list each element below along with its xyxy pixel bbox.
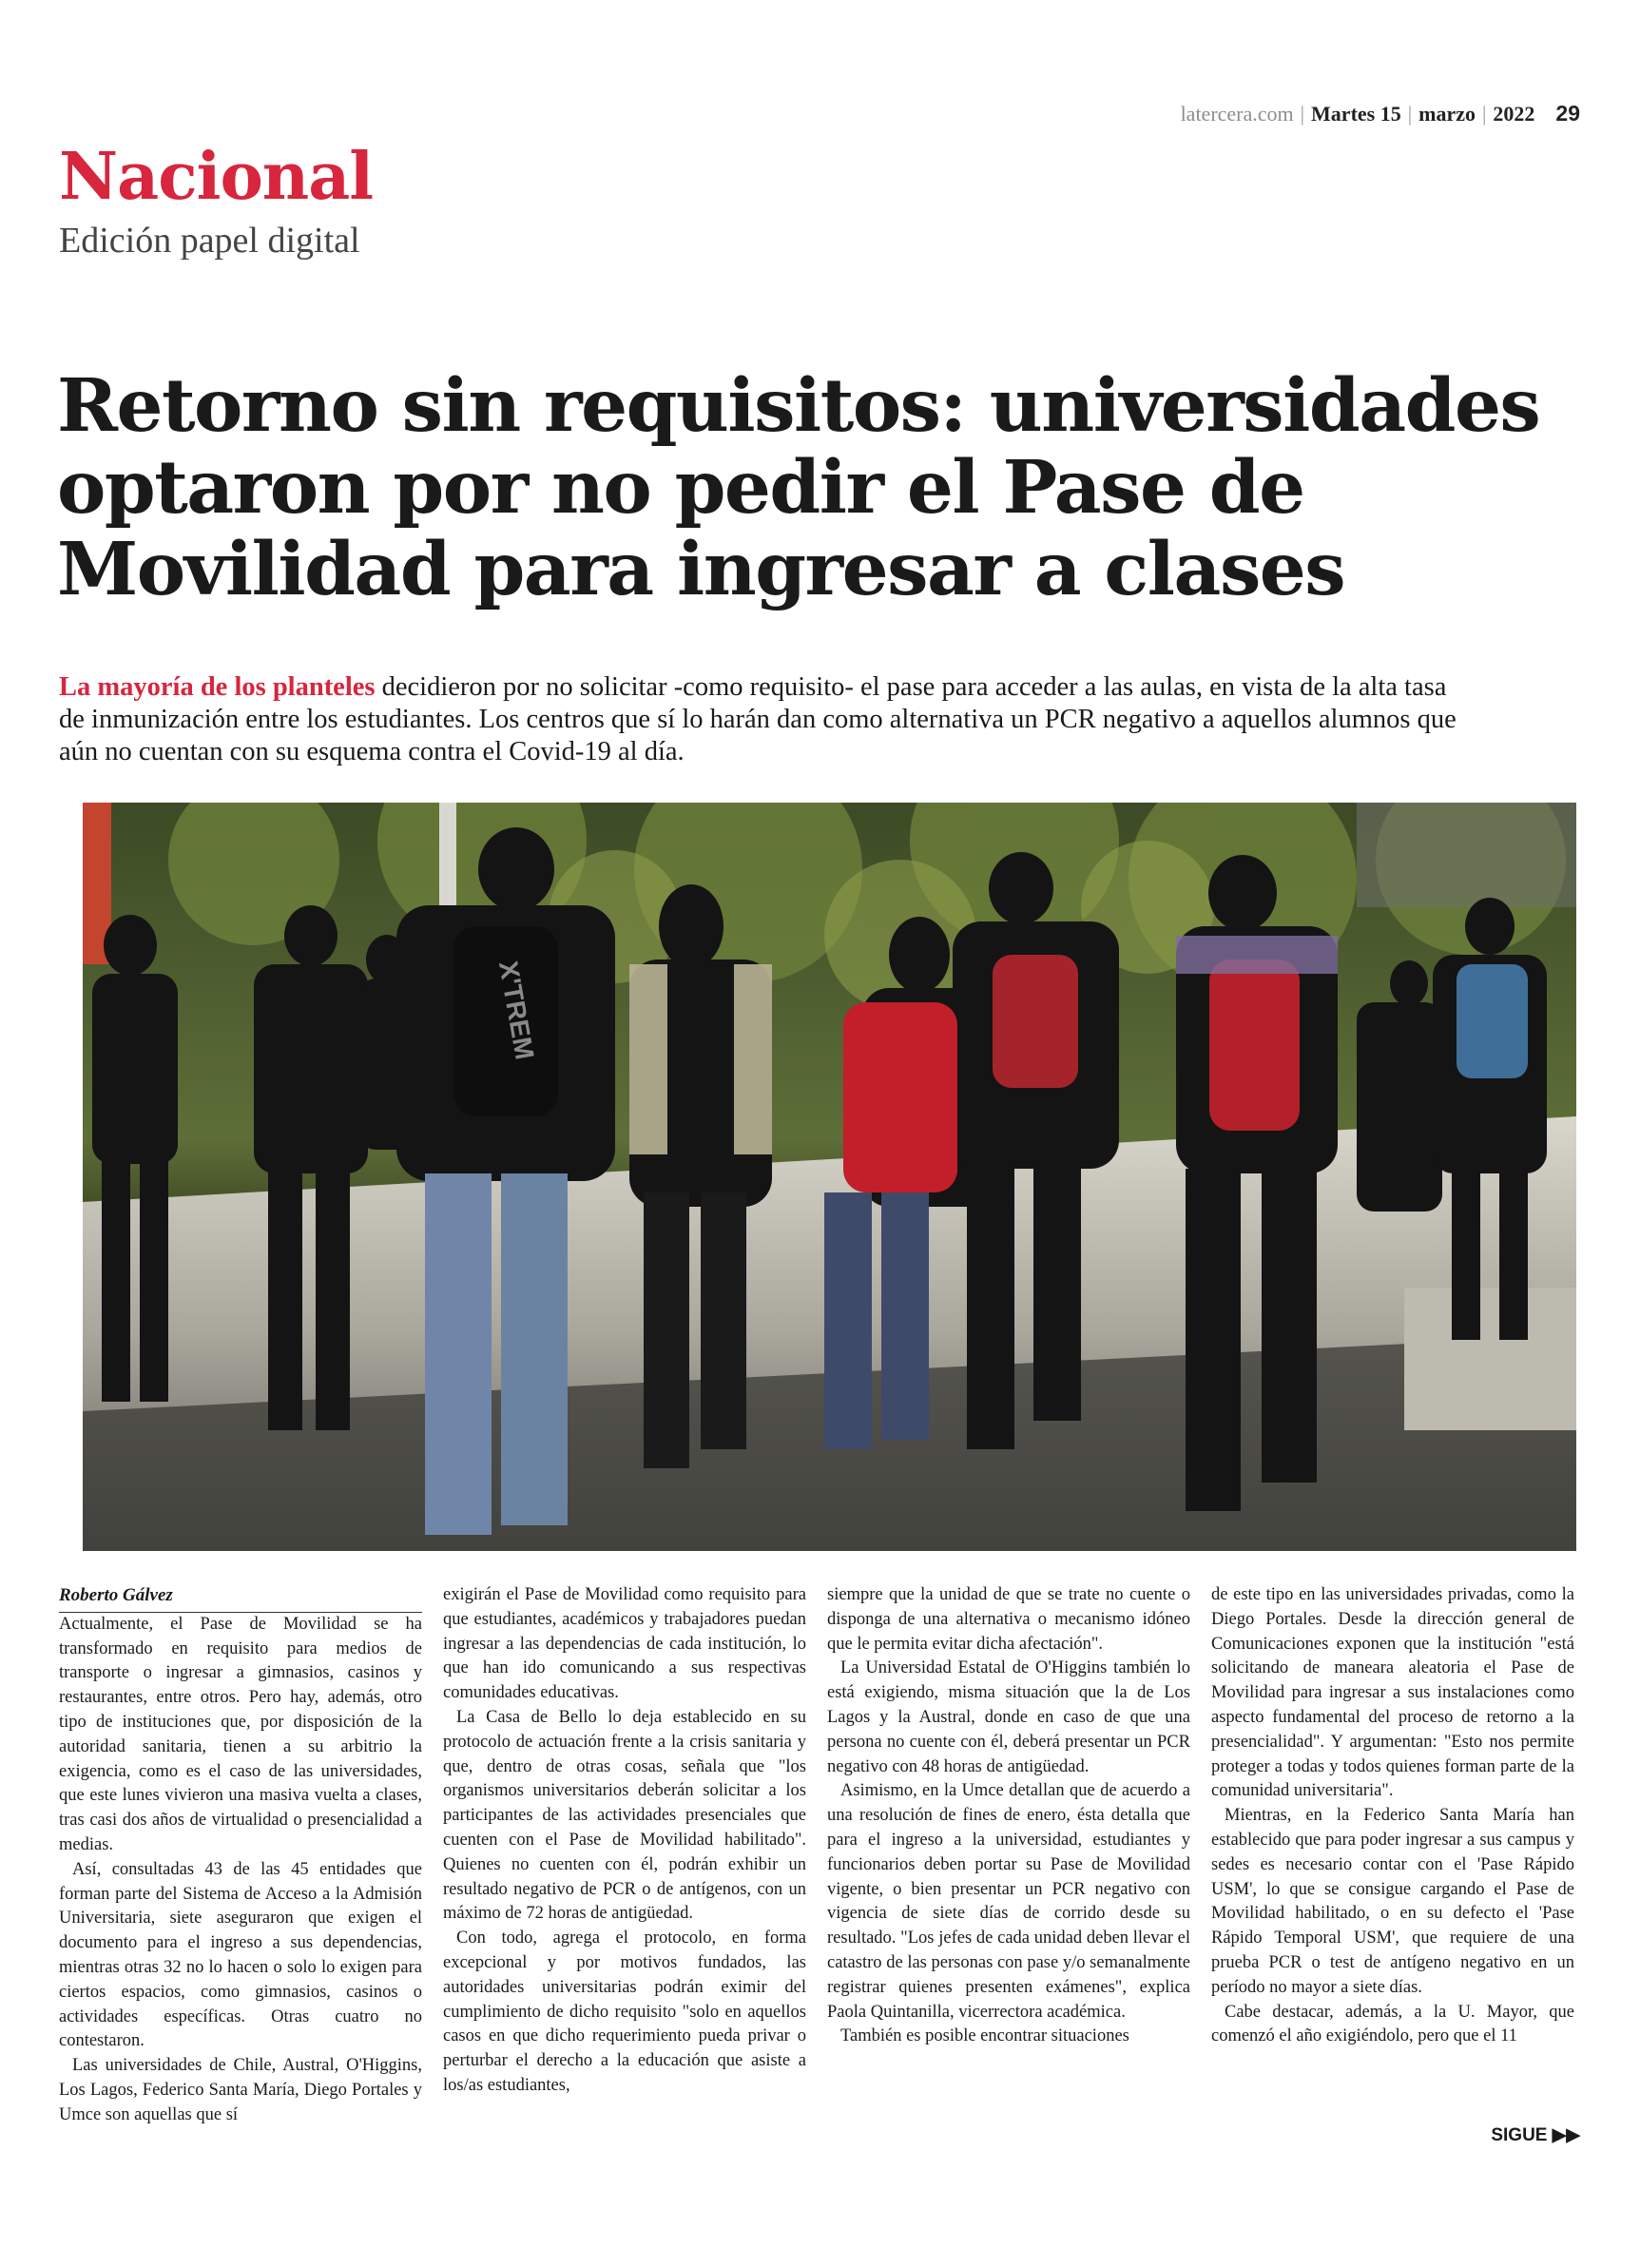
paragraph: Así, consultadas 43 de las 45 entidades que forman parte del Sistema de Acceso a la Admisión Universitaria, siete aseguraron que exigen el documento para el ingreso a sus dependencias, mientras otras 32 no lo hacen o solo lo exigen para ciertos espacios, como gimnasios, casinos o actividades específicas. Otras cuatro no contestaron. — [59, 1859, 422, 2051]
dek-lead: La mayoría de los planteles — [59, 672, 376, 702]
paragraph: Las universidades de Chile, Austral, O'Higgins, Los Lagos, Federico Santa María, Diego Portales y Umce son aquellas que sí — [59, 2056, 422, 2124]
paragraph: Asimismo, en la Umce detallan que de acuerdo a una resolución de fines de enero, ésta detalla que para el ingreso a la universidad, estudiantes y funcionarios deben portar su Pase de Movilidad vigente, o bien presentar un PCR negativo con vigencia de siete días de corrido desde su resultado. "Los jefes de cada unidad deben llevar el catastro de las personas con pase y/o semanalmente registrar quienes presenten exámenes", explica Paola Quintanilla, vicerrectora académica. — [827, 1781, 1190, 2022]
article-dek — [59, 671, 1466, 768]
paragraph: Mientras, en la Federico Santa María han establecido que para poder ingresar a sus campus y sedes es necesario contar con el 'Pase Rápido USM', lo que se consigue cargando el Pase de Movilidad habilitado, o en su defecto el 'Pase Rápido Temporal USM', que requiere de una prueba PCR o test de antígeno negativo en un período no mayor a siete días. — [1211, 1806, 1574, 1997]
paragraph: de este tipo en las universidades privadas, como la Diego Portales. Desde la dirección general de Comunicaciones exponen que la institución "está solicitando de maneara aleatoria el Pase de Movilidad para ingresar a sus instalaciones como aspecto fundamental del proceso de retorno a la presencialidad". Y argumentan: "Esto nos permite proteger a todas y todos quienes forman parte de la comunidad universitaria". — [1211, 1585, 1574, 1801]
article-column-2 — [443, 1583, 806, 2099]
paragraph: Cabe destacar, además, a la U. Mayor, que comenzó el año exigiéndolo, pero que el 11 — [1211, 2002, 1574, 2046]
paragraph: Con todo, agrega el protocolo, en forma excepcional y por motivos fundados, las autoridades universitarias podrán eximir del cumplimiento de dicho requisito "solo en aquellos casos en que dicho requerimiento pueda privar o perturbar el derecho a la educación que asiste a los/as estudiantes, — [443, 1929, 806, 2095]
article-photo — [83, 803, 1576, 1551]
date-year: 2022 — [1493, 102, 1535, 126]
paragraph: La Casa de Bello lo deja establecido en su protocolo de actuación frente a la crisis sanitaria y que, dentro de otras cosas, señala que "los organismos universitarios deberán solicitar a los participantes de las actividades presenciales que cuenten con el Pase de Movilidad habilitado". Quienes no cuenten con él, podrán exhibir un resultado negativo de PCR o de antígenos, con un máximo de 72 horas de antigüedad. — [443, 1707, 806, 1924]
paragraph: La Universidad Estatal de O'Higgins también lo está exigiendo, misma situación que la de Los Lagos y la Austral, donde en caso de que una persona no cuente con él, deberá presentar un PCR negativo con 48 horas de antigüedad. — [827, 1658, 1190, 1776]
article-headline: Retorno sin requisitos: universidades optaron por no pedir el Pase de Movilidad para ingresar a clases — [57, 363, 1540, 612]
byline: Roberto Gálvez — [59, 1583, 422, 1613]
site-name[interactable]: latercera.com — [1180, 102, 1294, 126]
students-walking-illustration — [83, 803, 1576, 1551]
date-month: marzo — [1418, 102, 1476, 126]
paragraph: También es posible encontrar situaciones — [840, 2026, 1129, 2046]
edition-label: Edición papel digital — [59, 221, 360, 261]
article-column-3 — [827, 1583, 1190, 2049]
article-column-1 — [59, 1583, 422, 2128]
paragraph: Actualmente, el Pase de Movilidad se ha transformado en requisito para medios de transporte o ingresar a gimnasios, casinos y restaurantes, entre otros. Pero hay, además, otro tipo de instituciones que, por disposición de la autoridad sanitaria, tienen a su arbitrio la exigencia, como es el caso de las universidades, que este lunes vivieron una masiva vuelta a clases, tras casi dos años de virtualidad o presencialidad a medias. — [59, 1614, 422, 1854]
section-title: Nacional — [59, 139, 374, 215]
backpack-label: X'TREM — [493, 959, 540, 1062]
paragraph: siempre que la unidad de que se trate no cuente o disponga de una alternativa o mecanismo idóneo que le permita evitar dicha afectación". — [827, 1585, 1190, 1654]
paragraph: exigirán el Pase de Movilidad como requisito para que estudiantes, académicos y trabajadores puedan ingresar a las dependencias de cada institución, lo que han ido comunicando a sus respectivas comunidades educativas. — [443, 1585, 806, 1703]
continue-marker[interactable]: SIGUE ▶▶ — [1491, 2125, 1580, 2145]
dek-body: decidieron por no solicitar -como requisito- el pase para acceder a las aulas, en vista de la alta tasa de inmunización entre los estudiantes. Los centros que sí lo harán dan como alternativa un PCR negativo a aquellos alumnos que aún no cuentan con su esquema contra el Covid-19 al día. — [59, 672, 1457, 766]
issue-dateline: latercera.com | Martes 15 | marzo | 2022 29 — [1180, 101, 1580, 126]
page-number: 29 — [1555, 101, 1580, 126]
article-column-4 — [1211, 1583, 1574, 2049]
date-day: Martes 15 — [1311, 102, 1401, 126]
